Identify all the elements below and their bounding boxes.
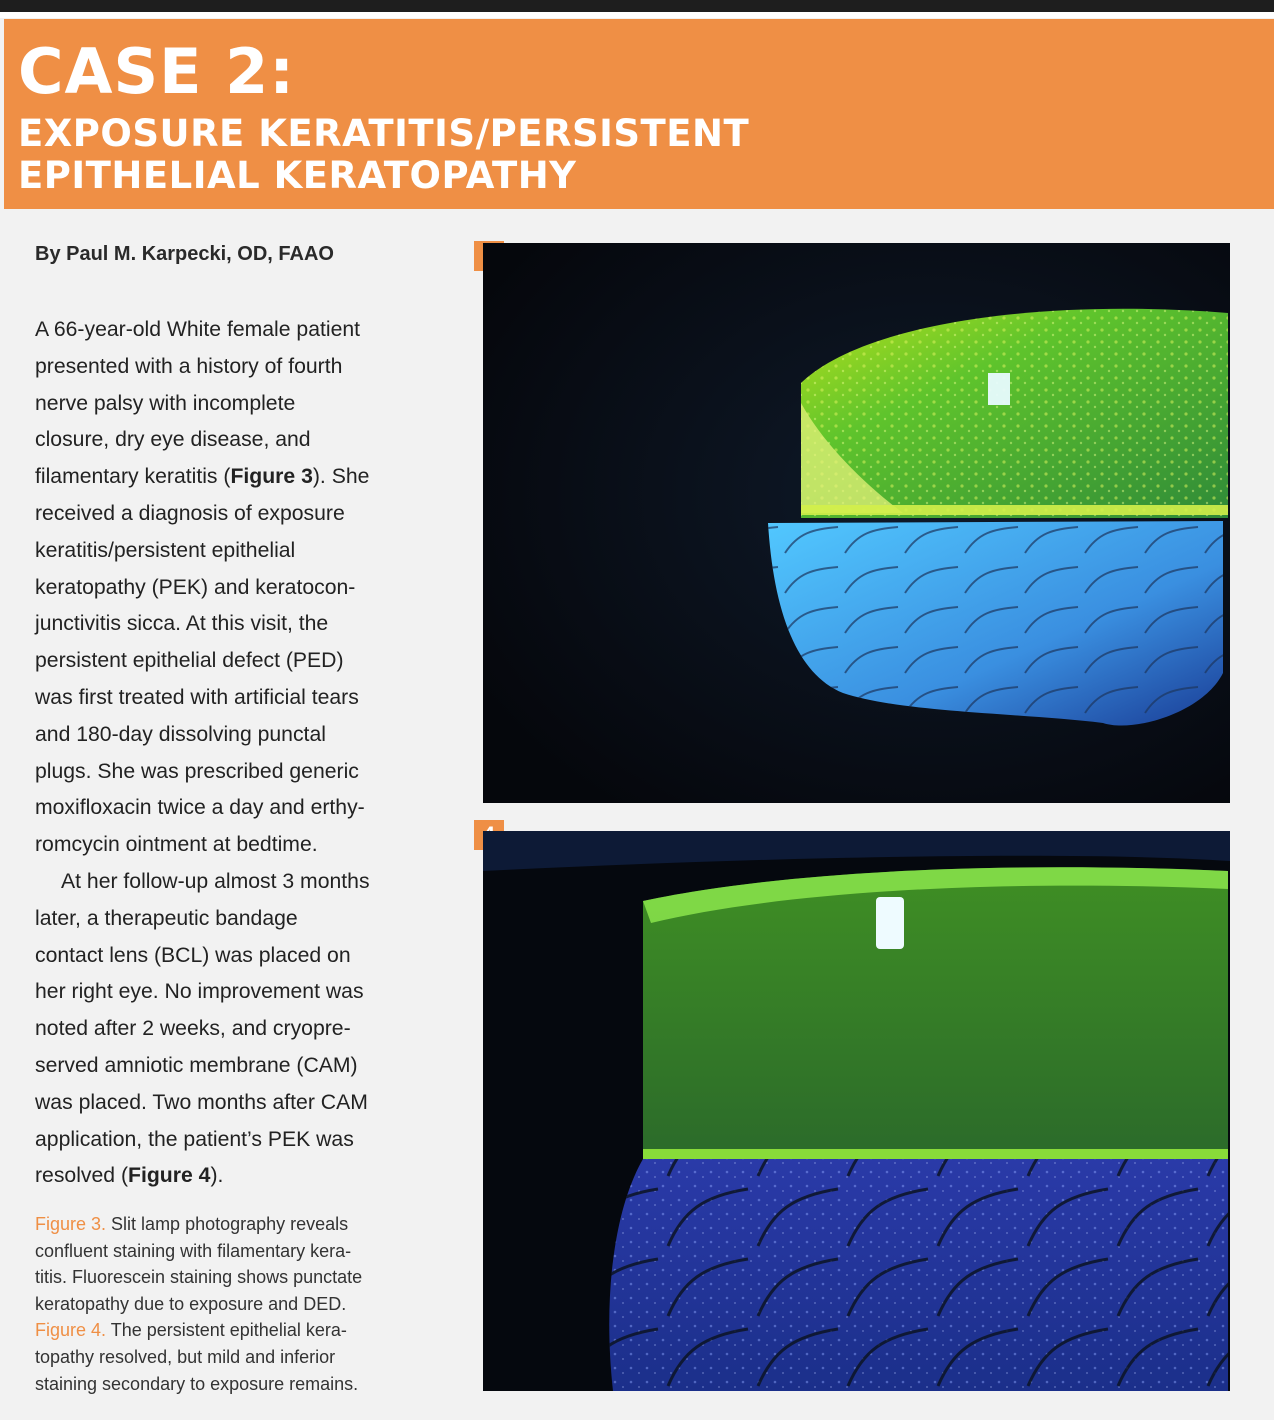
figure-4-caption-label: Figure 4. bbox=[35, 1320, 107, 1341]
figure-4-reference: Figure 4 bbox=[128, 1164, 211, 1188]
slit-lamp-photo-fig3 bbox=[483, 243, 1230, 803]
author-byline: By Paul M. Karpecki, OD, FAAO bbox=[35, 243, 334, 265]
body-line: keratopathy (PEK) and keratocon- bbox=[35, 575, 356, 599]
body-line: presented with a history of fourth bbox=[35, 354, 343, 378]
caption-line: titis. Fluorescein staining shows punctate bbox=[35, 1267, 363, 1288]
body-line: resolved ( bbox=[35, 1164, 129, 1188]
figure-captions bbox=[35, 1211, 435, 1397]
body-line: received a diagnosis of exposure bbox=[35, 501, 345, 525]
caption-line: keratopathy due to exposure and DED. bbox=[35, 1293, 347, 1314]
body-line: closure, dry eye disease, and bbox=[35, 428, 311, 452]
slit-lamp-photo-fig4 bbox=[483, 831, 1230, 1391]
caption-line: topathy resolved, but mild and inferior bbox=[35, 1346, 336, 1367]
figure-3-photo bbox=[483, 243, 1230, 803]
figure-3-caption bbox=[35, 1211, 435, 1317]
body-line: and 180-day dissolving punctal bbox=[35, 722, 326, 746]
body-line: romcycin ointment at bedtime. bbox=[35, 833, 318, 857]
body-line: later, a therapeutic bandage bbox=[35, 906, 298, 930]
case-subtitle-line-2: EPITHELIAL KERATOPATHY bbox=[18, 154, 577, 197]
paragraph-2 bbox=[35, 864, 430, 1195]
title-banner bbox=[4, 19, 1274, 209]
body-line: junctivitis sicca. At this visit, the bbox=[35, 612, 329, 636]
figure-3-reference: Figure 3 bbox=[230, 465, 313, 489]
body-line: noted after 2 weeks, and cryopre- bbox=[35, 1017, 351, 1041]
body-line: moxifloxacin twice a day and erthy- bbox=[35, 796, 365, 820]
body-line: was first treated with artificial tears bbox=[35, 685, 359, 709]
body-line: filamentary keratitis ( bbox=[35, 465, 231, 489]
case-label: CASE 2: bbox=[18, 35, 296, 108]
case-subtitle bbox=[18, 113, 918, 197]
body-line: keratitis/persistent epithelial bbox=[35, 538, 296, 562]
body-line: A 66-year-old White female patient bbox=[35, 318, 361, 341]
body-line: application, the patient’s PEK was bbox=[35, 1127, 354, 1151]
body-line: served amniotic membrane (CAM) bbox=[35, 1053, 358, 1077]
body-line: ). bbox=[210, 1164, 224, 1188]
figure-4-caption bbox=[35, 1317, 435, 1397]
paragraph-1 bbox=[35, 312, 430, 864]
body-line: her right eye. No improvement was bbox=[35, 980, 364, 1004]
body-line: persistent epithelial defect (PED) bbox=[35, 649, 344, 673]
body-line: was placed. Two months after CAM bbox=[35, 1090, 368, 1114]
article-body bbox=[35, 312, 430, 1195]
figure-4-photo bbox=[483, 831, 1230, 1391]
caption-line: staining secondary to exposure remains. bbox=[35, 1373, 359, 1394]
case-subtitle-line-1: EXPOSURE KERATITIS/PERSISTENT bbox=[18, 112, 750, 155]
top-rule bbox=[0, 0, 1274, 12]
body-line: At her follow-up almost 3 months bbox=[61, 869, 370, 893]
caption-line: Slit lamp photography reveals bbox=[106, 1214, 349, 1234]
body-line: plugs. She was prescribed generic bbox=[35, 759, 359, 783]
body-line: nerve palsy with incomplete bbox=[35, 391, 296, 415]
body-line: contact lens (BCL) was placed on bbox=[35, 943, 351, 967]
caption-line: The persistent epithelial kera- bbox=[106, 1320, 347, 1341]
figure-3-caption-label: Figure 3. bbox=[35, 1214, 107, 1234]
top-gap bbox=[0, 12, 1274, 18]
caption-line: confluent staining with filamentary kera- bbox=[35, 1240, 352, 1261]
body-line: ). She bbox=[312, 465, 370, 489]
